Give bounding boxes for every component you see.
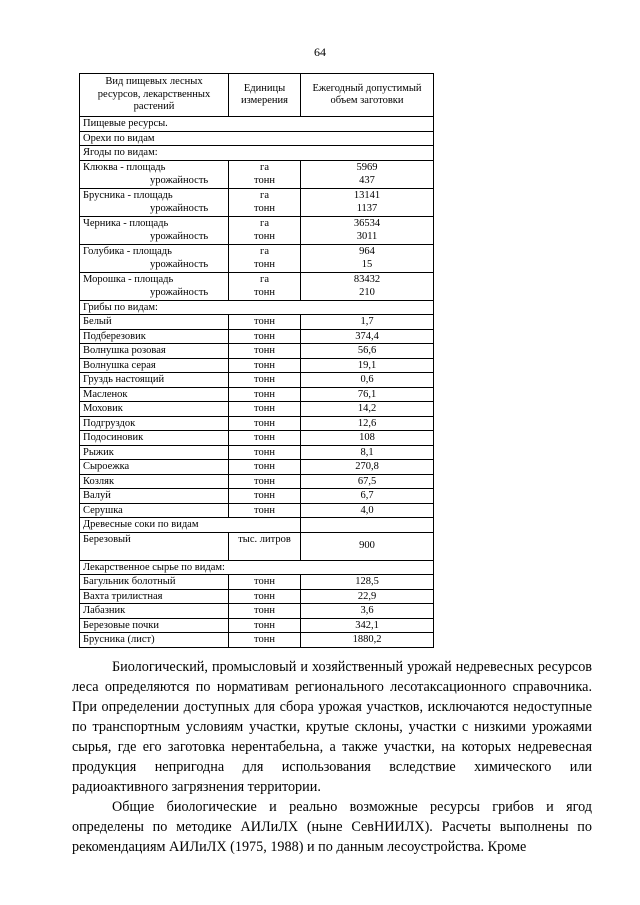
- resource-name: Серушка: [80, 503, 229, 518]
- resource-name: [80, 160, 229, 188]
- unit-cell: тонн: [229, 329, 301, 344]
- table-row: [80, 329, 434, 344]
- resource-name: Багульник болотный: [80, 575, 229, 590]
- resource-name: Моховик: [80, 402, 229, 417]
- unit-cell: тонн: [229, 589, 301, 604]
- resource-name: Вахта трилистная: [80, 589, 229, 604]
- table-row: [80, 373, 434, 388]
- resource-name: Подгруздок: [80, 416, 229, 431]
- resource-name: Лабазник: [80, 604, 229, 619]
- value-cell: [301, 272, 434, 300]
- table-header-row: [80, 74, 434, 117]
- unit-cell: тонн: [229, 503, 301, 518]
- value-cell: 128,5: [301, 575, 434, 590]
- resource-name-area: Черника - площадь: [83, 217, 169, 229]
- value-cell: 12,6: [301, 416, 434, 431]
- unit-area: га: [260, 245, 269, 257]
- value-cell: 6,7: [301, 489, 434, 504]
- resource-name: Белый: [80, 315, 229, 330]
- value-yield: 15: [361, 259, 373, 270]
- value-cell: 14,2: [301, 402, 434, 417]
- resource-name-area: Клюква - площадь: [83, 161, 166, 173]
- section-title: Пищевые ресурсы.: [80, 117, 434, 132]
- table-body: [80, 117, 434, 648]
- resource-name: Груздь настоящий: [80, 373, 229, 388]
- unit-cell: тонн: [229, 460, 301, 475]
- resource-name: Козляк: [80, 474, 229, 489]
- value-cell: 76,1: [301, 387, 434, 402]
- table-row: [80, 589, 434, 604]
- resource-name-yield: урожайность: [150, 259, 209, 270]
- value-cell: 4,0: [301, 503, 434, 518]
- resource-name: [80, 216, 229, 244]
- table-section-row: [80, 560, 434, 575]
- value-yield: 210: [359, 287, 375, 298]
- unit-cell: тонн: [229, 575, 301, 590]
- value-cell: 8,1: [301, 445, 434, 460]
- resource-name-area: Брусника - площадь: [83, 189, 173, 201]
- value-cell: 19,1: [301, 358, 434, 373]
- table-row: [80, 188, 434, 216]
- resource-name: Подберезовик: [80, 329, 229, 344]
- table-row: [80, 416, 434, 431]
- unit-cell: [229, 272, 301, 300]
- resource-name-yield: урожайность: [150, 287, 209, 298]
- value-cell: 1880,2: [301, 633, 434, 648]
- resource-name-area: Голубика - площадь: [83, 245, 172, 257]
- value-cell: [301, 160, 434, 188]
- table-row: [80, 344, 434, 359]
- resource-name: [80, 188, 229, 216]
- resource-name: Волнушка розовая: [80, 344, 229, 359]
- header-resource-type: Вид пищевых лесных ресурсов, лекарственных растений: [80, 74, 229, 117]
- table-row: [80, 575, 434, 590]
- unit-cell: тонн: [229, 402, 301, 417]
- unit-area: га: [260, 161, 269, 173]
- value-cell: 900: [301, 532, 434, 560]
- resource-name-yield: урожайность: [150, 231, 209, 242]
- value-area: 36534: [353, 217, 381, 229]
- value-cell: 108: [301, 431, 434, 446]
- resource-name: Подосиновик: [80, 431, 229, 446]
- value-yield: 1137: [356, 203, 378, 214]
- value-cell: 3,6: [301, 604, 434, 619]
- section-title: Лекарственное сырье по видам:: [80, 560, 434, 575]
- resource-name: Сыроежка: [80, 460, 229, 475]
- unit-cell: тонн: [229, 633, 301, 648]
- unit-cell: тонн: [229, 474, 301, 489]
- header-unit: Единицы измерения: [229, 74, 301, 117]
- unit-yield: тонн: [254, 259, 275, 270]
- unit-cell: [229, 160, 301, 188]
- unit-cell: [229, 188, 301, 216]
- unit-cell: тонн: [229, 431, 301, 446]
- unit-cell: тонн: [229, 445, 301, 460]
- unit-yield: тонн: [254, 287, 275, 298]
- value-cell: [301, 244, 434, 272]
- value-yield: 3011: [356, 231, 378, 242]
- table-row: [80, 216, 434, 244]
- table-row: [80, 618, 434, 633]
- value-cell: 1,7: [301, 315, 434, 330]
- paragraph: Общие биологические и реально возможные ресурсы грибов и ягод определены по методике АИЛиЛХ (ныне СевНИИЛХ). Расчеты выполнены по рекомендациям АИЛиЛХ (1975, 1988) и по данным лесоустройства. Кроме: [72, 799, 592, 855]
- table-row: [80, 387, 434, 402]
- resource-name: Волнушка серая: [80, 358, 229, 373]
- resource-name: Березовые почки: [80, 618, 229, 633]
- unit-cell: тонн: [229, 373, 301, 388]
- resources-table: [79, 73, 434, 648]
- unit-cell: тыс. литров: [229, 532, 301, 560]
- unit-cell: тонн: [229, 489, 301, 504]
- unit-cell: [229, 244, 301, 272]
- resource-name-yield: урожайность: [150, 175, 209, 186]
- unit-cell: тонн: [229, 344, 301, 359]
- value-cell: [301, 216, 434, 244]
- unit-yield: тонн: [254, 203, 275, 214]
- table-section-row: [80, 131, 434, 146]
- value-area: 13141: [353, 189, 381, 201]
- resource-name: Брусника (лист): [80, 633, 229, 648]
- page-number: 64: [314, 45, 326, 59]
- value-cell: 0,6: [301, 373, 434, 388]
- table-row: [80, 532, 434, 560]
- table-row: [80, 272, 434, 300]
- value-cell: 67,5: [301, 474, 434, 489]
- table-row: [80, 315, 434, 330]
- value-cell: 22,9: [301, 589, 434, 604]
- unit-cell: тонн: [229, 618, 301, 633]
- resource-name: [80, 244, 229, 272]
- table-row: [80, 633, 434, 648]
- resource-name-area: Морошка - площадь: [83, 273, 174, 285]
- table-section-row: [80, 146, 434, 161]
- section-title: Ягоды по видам:: [80, 146, 434, 161]
- value-cell: 270,8: [301, 460, 434, 475]
- table-section-row: [80, 518, 434, 533]
- section-title: Грибы по видам:: [80, 300, 434, 315]
- table-row: [80, 604, 434, 619]
- resource-name: Масленок: [80, 387, 229, 402]
- table-row: [80, 460, 434, 475]
- resource-name-yield: урожайность: [150, 203, 209, 214]
- value-area: 83432: [353, 273, 381, 285]
- unit-yield: тонн: [254, 175, 275, 186]
- table-row: [80, 503, 434, 518]
- table-section-row: [80, 117, 434, 132]
- unit-cell: тонн: [229, 604, 301, 619]
- table-row: [80, 402, 434, 417]
- resource-name: [80, 272, 229, 300]
- table-row: [80, 445, 434, 460]
- resource-name: Валуй: [80, 489, 229, 504]
- table-row: [80, 160, 434, 188]
- table-row: [80, 431, 434, 446]
- resource-name: Березовый: [80, 532, 229, 560]
- table-row: [80, 244, 434, 272]
- resource-name: Рыжик: [80, 445, 229, 460]
- unit-cell: тонн: [229, 315, 301, 330]
- value-cell: [301, 188, 434, 216]
- table-row: [80, 489, 434, 504]
- section-title: Орехи по видам: [80, 131, 434, 146]
- unit-area: га: [260, 217, 269, 229]
- section-title: Древесные соки по видам: [80, 518, 301, 533]
- value-cell: 374,4: [301, 329, 434, 344]
- unit-cell: тонн: [229, 387, 301, 402]
- table-row: [80, 474, 434, 489]
- paragraph: Биологический, промысловый и хозяйственный урожай недревесных ресурсов леса определяются по нормативам регионального лесотаксационного справочника. При определении доступных для сбора урожая участков, исключаются недоступные по транспортным условиям участки, крутые склоны, участки с низкими урожаями сырья, где его заготовка нерентабельна, а также участки, на которых недревесная продукция непригодна для использования вследствие химического или радиоактивного загрязнения территории.: [72, 659, 592, 795]
- body-text: [72, 657, 592, 857]
- header-annual-volume: Ежегодный допустимый объем заготовки: [301, 74, 434, 117]
- table-section-row: [80, 300, 434, 315]
- value-area: 964: [359, 245, 375, 257]
- unit-cell: тонн: [229, 416, 301, 431]
- table-row: [80, 358, 434, 373]
- value-yield: 437: [359, 175, 375, 186]
- unit-yield: тонн: [254, 231, 275, 242]
- unit-cell: тонн: [229, 358, 301, 373]
- unit-area: га: [260, 189, 269, 201]
- empty-cell: [301, 518, 434, 533]
- value-area: 5969: [356, 161, 378, 173]
- value-cell: 342,1: [301, 618, 434, 633]
- unit-cell: [229, 216, 301, 244]
- unit-area: га: [260, 273, 269, 285]
- value-cell: 56,6: [301, 344, 434, 359]
